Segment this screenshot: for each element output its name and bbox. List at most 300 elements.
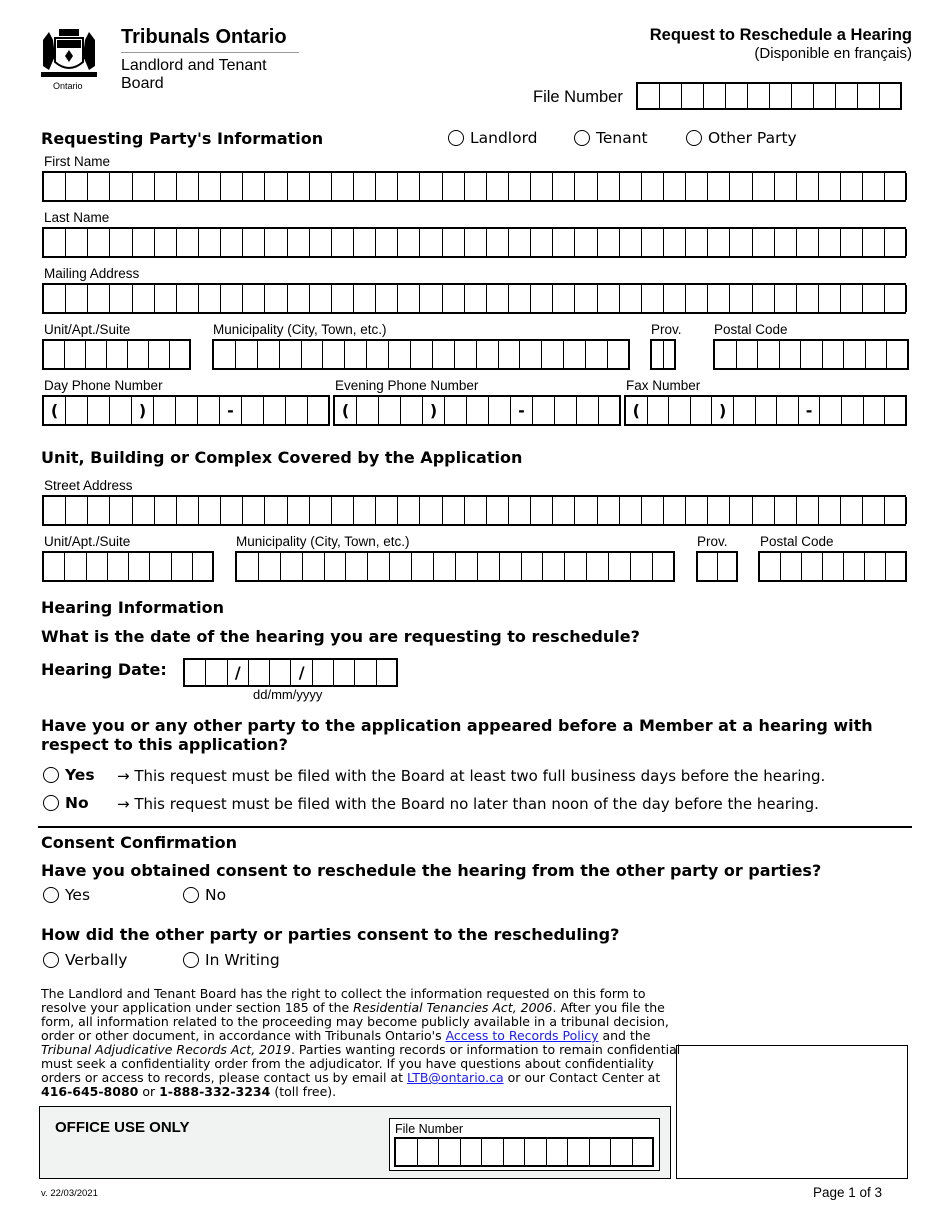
comb-cell[interactable] [864,397,886,424]
comb-cell[interactable] [568,1139,590,1165]
comb-cell[interactable] [586,341,608,368]
comb-cell[interactable] [396,1139,418,1165]
comb-cell[interactable] [642,173,664,200]
comb-cell[interactable] [797,229,819,256]
comb-cell[interactable] [865,553,886,580]
comb-cell[interactable] [760,553,781,580]
comb-cell[interactable] [487,497,509,524]
comb-cell[interactable] [66,229,88,256]
comb-cell[interactable] [500,553,522,580]
comb-cell[interactable] [531,229,553,256]
comb-cell[interactable] [88,229,110,256]
comb-cell[interactable] [525,1139,547,1165]
comb-cell[interactable]: ( [44,397,66,424]
comb-cell[interactable] [863,229,885,256]
comb-cell[interactable] [87,553,108,580]
comb-cell[interactable] [620,285,642,312]
comb-cell[interactable] [598,229,620,256]
comb-cell[interactable] [243,173,265,200]
comb-cell[interactable] [575,173,597,200]
comb-cell[interactable] [686,497,708,524]
comb-cell[interactable] [265,173,287,200]
comb-cell[interactable] [133,497,155,524]
comb-cell[interactable] [775,173,797,200]
comb-cell[interactable] [376,229,398,256]
comb-cell[interactable] [199,497,221,524]
comb-cell[interactable] [420,229,442,256]
comb-cell[interactable] [543,553,565,580]
comb-cell[interactable] [686,229,708,256]
comb-cell[interactable] [379,397,401,424]
comb-cell[interactable] [108,553,129,580]
comb-cell[interactable] [332,285,354,312]
comb-cell[interactable] [575,229,597,256]
comb-cell[interactable] [823,341,845,368]
comb-cell[interactable] [133,285,155,312]
comb-cell[interactable] [844,341,866,368]
comb-cell[interactable] [355,660,376,685]
comb-cell[interactable] [734,397,756,424]
comb-cell[interactable] [664,497,686,524]
comb-cell[interactable] [155,497,177,524]
comb-cell[interactable] [206,660,227,685]
comb-cell[interactable] [354,229,376,256]
comb-cell[interactable] [302,341,324,368]
radio-consent-yes[interactable]: Yes [43,886,90,904]
comb-cell[interactable] [863,285,885,312]
comb-cell[interactable] [334,660,355,685]
comb-cell[interactable] [797,173,819,200]
radio-other-party[interactable]: Other Party [686,129,797,147]
comb-cell[interactable] [467,397,489,424]
prov2-field[interactable] [696,551,738,582]
comb-cell[interactable] [65,341,86,368]
comb-cell[interactable] [411,341,433,368]
comb-cell[interactable] [236,341,258,368]
comb-cell[interactable] [531,285,553,312]
comb-cell[interactable] [456,553,478,580]
comb-cell[interactable] [509,497,531,524]
comb-cell[interactable] [820,397,842,424]
comb-cell[interactable] [620,173,642,200]
comb-cell[interactable] [286,397,308,424]
comb-cell[interactable] [461,1139,483,1165]
comb-cell[interactable] [133,173,155,200]
comb-cell[interactable] [243,497,265,524]
comb-cell[interactable] [398,497,420,524]
comb-cell[interactable] [323,341,345,368]
comb-cell[interactable] [332,229,354,256]
comb-cell[interactable] [303,553,325,580]
hearing-date-field[interactable] [183,658,398,687]
comb-cell[interactable] [487,285,509,312]
comb-cell[interactable] [221,285,243,312]
comb-cell[interactable] [398,285,420,312]
comb-cell[interactable] [553,173,575,200]
comb-cell[interactable] [819,173,841,200]
comb-cell[interactable] [886,553,907,580]
comb-cell[interactable] [504,1139,526,1165]
comb-cell[interactable] [243,285,265,312]
comb-cell[interactable] [221,497,243,524]
comb-cell[interactable] [288,285,310,312]
municipality2-field[interactable] [235,551,675,582]
comb-cell[interactable] [465,497,487,524]
comb-cell[interactable]: - [220,397,242,424]
comb-cell[interactable] [154,397,176,424]
radio-appeared-no[interactable]: No [43,794,89,812]
comb-cell[interactable] [465,229,487,256]
comb-cell[interactable] [547,1139,569,1165]
comb-cell[interactable] [777,397,799,424]
comb-cell[interactable] [288,173,310,200]
comb-cell[interactable] [66,173,88,200]
comb-cell[interactable] [398,173,420,200]
comb-cell[interactable] [686,173,708,200]
comb-cell[interactable] [44,173,66,200]
comb-cell[interactable] [150,553,171,580]
comb-cell[interactable] [598,285,620,312]
comb-cell[interactable] [642,285,664,312]
comb-cell[interactable] [265,285,287,312]
comb-cell[interactable] [149,341,170,368]
comb-cell[interactable] [243,229,265,256]
comb-cell[interactable] [863,497,885,524]
comb-cell[interactable] [198,397,220,424]
comb-cell[interactable]: ( [335,397,357,424]
comb-cell[interactable] [389,341,411,368]
first-name-field[interactable] [42,171,906,202]
comb-cell[interactable] [177,497,199,524]
comb-cell[interactable] [564,341,586,368]
comb-cell[interactable] [781,553,802,580]
comb-cell[interactable] [310,229,332,256]
comb-cell[interactable] [565,553,587,580]
comb-cell[interactable] [756,397,778,424]
radio-in-writing[interactable]: In Writing [183,951,280,969]
comb-cell[interactable] [730,497,752,524]
comb-cell[interactable] [288,497,310,524]
comb-cell[interactable]: ) [712,397,734,424]
comb-cell[interactable] [88,285,110,312]
comb-cell[interactable] [110,497,132,524]
radio-landlord[interactable]: Landlord [448,129,538,147]
comb-cell[interactable] [708,497,730,524]
radio-tenant[interactable]: Tenant [574,129,648,147]
comb-cell[interactable] [575,285,597,312]
comb-cell[interactable] [590,1139,612,1165]
comb-cell[interactable] [354,497,376,524]
comb-cell[interactable] [265,229,287,256]
comb-cell[interactable] [841,285,863,312]
comb-cell[interactable] [249,660,270,685]
comb-cell[interactable] [443,285,465,312]
comb-cell[interactable] [65,553,86,580]
comb-cell[interactable] [802,553,823,580]
comb-cell[interactable] [775,497,797,524]
comb-cell[interactable] [133,229,155,256]
comb-cell[interactable] [608,341,630,368]
comb-cell[interactable] [842,397,864,424]
comb-cell[interactable] [443,173,465,200]
postal-code-field[interactable] [713,339,909,370]
comb-cell[interactable] [280,341,302,368]
comb-cell[interactable] [155,229,177,256]
comb-cell[interactable] [129,553,150,580]
comb-cell[interactable] [653,553,675,580]
comb-cell[interactable] [885,173,907,200]
comb-cell[interactable] [346,553,368,580]
comb-cell[interactable] [377,660,398,685]
comb-cell[interactable] [553,285,575,312]
comb-cell[interactable] [509,285,531,312]
comb-cell[interactable] [110,285,132,312]
comb-cell[interactable] [376,173,398,200]
comb-cell[interactable] [418,1139,440,1165]
comb-cell[interactable] [177,285,199,312]
comb-cell[interactable] [199,285,221,312]
comb-cell[interactable] [669,397,691,424]
comb-cell[interactable] [443,497,465,524]
comb-cell[interactable]: ( [626,397,648,424]
comb-cell[interactable] [199,229,221,256]
comb-cell[interactable] [489,397,511,424]
comb-cell[interactable] [599,397,621,424]
comb-cell[interactable]: ) [423,397,445,424]
comb-cell[interactable] [214,341,236,368]
comb-cell[interactable] [434,553,456,580]
comb-cell[interactable] [620,497,642,524]
comb-cell[interactable] [801,341,823,368]
comb-cell[interactable] [221,173,243,200]
comb-cell[interactable] [691,397,713,424]
comb-cell[interactable] [110,173,132,200]
comb-cell[interactable] [587,553,609,580]
comb-cell[interactable] [242,397,264,424]
comb-cell[interactable] [885,397,907,424]
comb-cell[interactable] [44,553,65,580]
comb-cell[interactable] [598,173,620,200]
comb-cell[interactable] [698,553,718,580]
comb-cell[interactable] [445,397,467,424]
comb-cell[interactable] [88,497,110,524]
comb-cell[interactable] [439,1139,461,1165]
comb-cell[interactable] [420,497,442,524]
comb-cell[interactable] [819,497,841,524]
comb-cell[interactable] [553,497,575,524]
day-phone-field[interactable] [42,395,330,426]
comb-cell[interactable] [270,660,291,685]
comb-cell[interactable] [730,285,752,312]
comb-cell[interactable] [66,497,88,524]
comb-cell[interactable] [611,1139,633,1165]
comb-cell[interactable] [555,397,577,424]
street-address-field[interactable] [42,495,906,526]
comb-cell[interactable] [844,553,865,580]
comb-cell[interactable] [708,173,730,200]
comb-cell[interactable] [398,229,420,256]
comb-cell[interactable] [433,341,455,368]
comb-cell[interactable] [531,173,553,200]
comb-cell[interactable] [482,1139,504,1165]
comb-cell[interactable] [455,341,477,368]
comb-cell[interactable] [176,397,198,424]
comb-cell[interactable] [522,553,544,580]
comb-cell[interactable] [633,1139,655,1165]
comb-cell[interactable] [753,229,775,256]
radio-appeared-yes[interactable]: Yes [43,766,95,784]
comb-cell[interactable] [775,285,797,312]
comb-cell[interactable] [575,497,597,524]
prov-field[interactable] [650,339,676,370]
comb-cell[interactable] [354,285,376,312]
comb-cell[interactable] [88,397,110,424]
comb-cell[interactable] [730,173,752,200]
comb-cell[interactable] [885,229,907,256]
comb-cell[interactable] [642,229,664,256]
comb-cell[interactable] [420,173,442,200]
comb-cell[interactable] [332,173,354,200]
comb-cell[interactable] [863,173,885,200]
comb-cell[interactable] [199,173,221,200]
comb-cell[interactable] [465,285,487,312]
comb-cell[interactable] [310,497,332,524]
comb-cell[interactable] [44,229,66,256]
comb-cell[interactable]: - [511,397,533,424]
comb-cell[interactable] [477,341,499,368]
postal-code2-field[interactable] [758,551,907,582]
comb-cell[interactable] [443,229,465,256]
comb-cell[interactable] [885,285,907,312]
comb-cell[interactable] [412,553,434,580]
comb-cell[interactable] [465,173,487,200]
comb-cell[interactable] [325,553,347,580]
comb-cell[interactable] [401,397,423,424]
comb-cell[interactable] [172,553,193,580]
comb-cell[interactable] [264,397,286,424]
comb-cell[interactable] [642,497,664,524]
comb-cell[interactable] [841,173,863,200]
comb-cell[interactable] [753,173,775,200]
comb-cell[interactable] [258,341,280,368]
comb-cell[interactable] [542,341,564,368]
comb-cell[interactable] [185,660,206,685]
comb-cell[interactable] [841,229,863,256]
radio-verbally[interactable]: Verbally [43,951,127,969]
comb-cell[interactable] [487,173,509,200]
comb-cell[interactable] [499,341,521,368]
comb-cell[interactable] [598,497,620,524]
comb-cell[interactable] [487,229,509,256]
file-number-field[interactable] [636,82,902,110]
comb-cell[interactable] [354,173,376,200]
comb-cell[interactable] [420,285,442,312]
comb-cell[interactable] [110,229,132,256]
comb-cell[interactable] [866,341,888,368]
comb-cell[interactable] [509,173,531,200]
comb-cell[interactable] [708,285,730,312]
comb-cell[interactable] [367,341,389,368]
comb-cell[interactable] [631,553,653,580]
comb-cell[interactable] [780,341,802,368]
comb-cell[interactable] [887,341,909,368]
comb-cell[interactable] [797,285,819,312]
comb-cell[interactable] [775,229,797,256]
unit-field[interactable] [42,339,191,370]
comb-cell[interactable] [715,341,737,368]
comb-cell[interactable] [730,229,752,256]
evening-phone-field[interactable] [333,395,621,426]
comb-cell[interactable] [718,553,738,580]
comb-cell[interactable] [88,173,110,200]
unit2-field[interactable] [42,551,214,582]
comb-cell[interactable] [107,341,128,368]
comb-cell[interactable] [664,285,686,312]
radio-consent-no[interactable]: No [183,886,226,904]
comb-cell[interactable] [758,341,780,368]
last-name-field[interactable] [42,227,906,258]
comb-cell[interactable] [66,285,88,312]
comb-cell[interactable] [819,229,841,256]
comb-cell[interactable] [66,397,88,424]
comb-cell[interactable] [44,341,65,368]
comb-cell[interactable] [376,497,398,524]
comb-cell[interactable]: / [291,660,312,685]
comb-cell[interactable] [110,397,132,424]
office-file-number-field[interactable] [394,1137,654,1167]
comb-cell[interactable] [819,285,841,312]
comb-cell[interactable] [797,497,819,524]
comb-cell[interactable] [648,397,670,424]
comb-cell[interactable] [155,285,177,312]
comb-cell[interactable] [193,553,214,580]
comb-cell[interactable] [577,397,599,424]
comb-cell[interactable] [664,229,686,256]
comb-cell[interactable] [620,229,642,256]
comb-cell[interactable] [708,229,730,256]
comb-cell[interactable] [664,341,676,368]
comb-cell[interactable] [390,553,412,580]
comb-cell[interactable] [310,285,332,312]
comb-cell[interactable] [44,497,66,524]
comb-cell[interactable] [128,341,149,368]
comb-cell[interactable] [368,553,390,580]
comb-cell[interactable] [753,497,775,524]
comb-cell[interactable] [885,497,907,524]
comb-cell[interactable] [841,497,863,524]
fax-field[interactable] [624,395,907,426]
comb-cell[interactable] [737,341,759,368]
comb-cell[interactable] [520,341,542,368]
comb-cell[interactable] [686,285,708,312]
municipality-field[interactable] [212,339,630,370]
comb-cell[interactable]: / [228,660,249,685]
comb-cell[interactable] [533,397,555,424]
comb-cell[interactable] [652,341,664,368]
comb-cell[interactable] [553,229,575,256]
comb-cell[interactable] [531,497,553,524]
comb-cell[interactable] [44,285,66,312]
comb-cell[interactable] [177,173,199,200]
comb-cell[interactable] [357,397,379,424]
email-link[interactable]: LTB@ontario.ca [406,1070,504,1085]
comb-cell[interactable] [823,553,844,580]
comb-cell[interactable] [259,553,281,580]
access-records-link[interactable]: Access to Records Policy [445,1028,599,1043]
comb-cell[interactable] [221,229,243,256]
comb-cell[interactable] [155,173,177,200]
comb-cell[interactable] [265,497,287,524]
